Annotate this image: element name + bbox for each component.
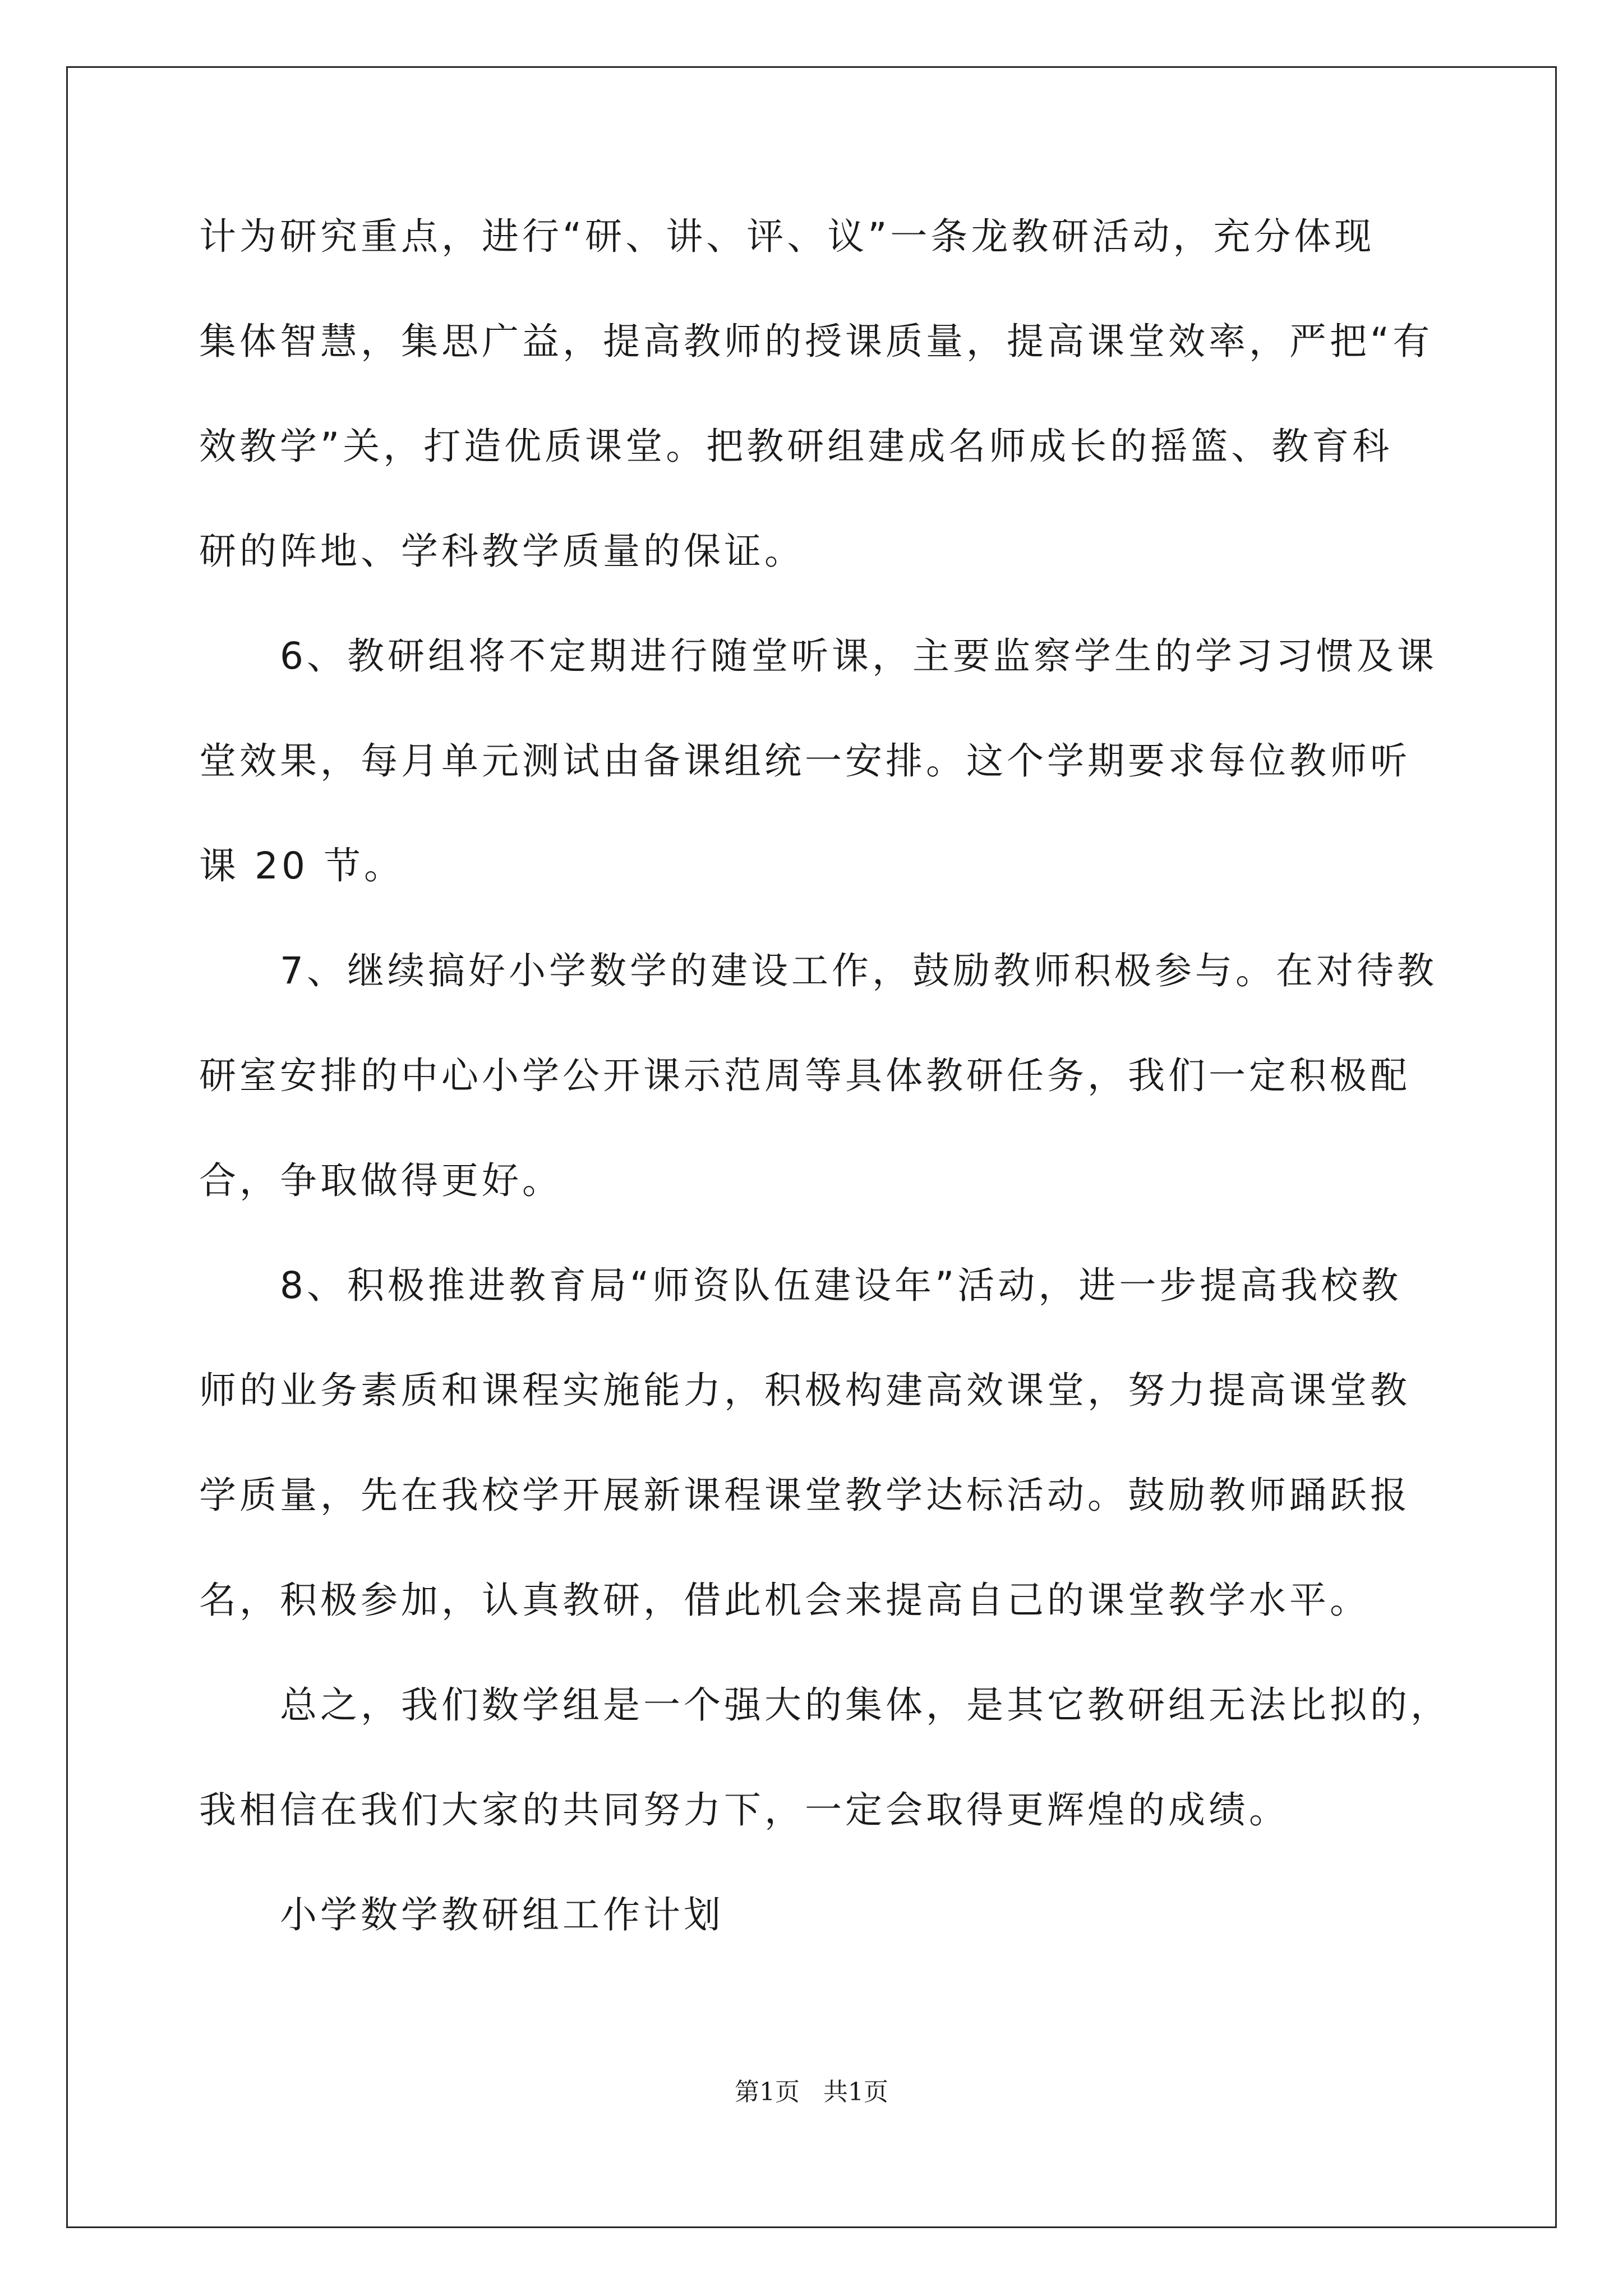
text-line: 学质量，先在我校学开展新课程课堂教学达标活动。鼓励教师踊跃报 [199, 1474, 1410, 1517]
text-line: 6、教研组将不定期进行随堂听课，主要监察学生的学习习惯及课 [280, 634, 1437, 678]
text-line: 总之，我们数学组是一个强大的集体，是其它教研组无法比拟的， [280, 1683, 1451, 1727]
document-title-line: 小学数学教研组工作计划 [280, 1893, 724, 1936]
text-line: 效教学”关，打造优质课堂。把教研组建成名师成长的摇篮、教育科 [199, 425, 1393, 468]
text-line: 计为研究重点，进行“研、讲、评、议”一条龙教研活动，充分体现 [199, 215, 1375, 258]
text-line: 名，积极参加，认真教研，借此机会来提高自己的课堂教学水平。 [199, 1579, 1370, 1622]
text-line: 合，争取做得更好。 [199, 1159, 562, 1202]
text-line: 课 20 节。 [199, 844, 404, 887]
text-line: 研室安排的中心小学公开课示范周等具体教研任务，我们一定积极配 [199, 1054, 1410, 1097]
text-line: 师的业务素质和课程实施能力，积极构建高效课堂，努力提高课堂教 [199, 1369, 1410, 1412]
document-body [199, 210, 1451, 1941]
text-line: 堂效果，每月单元测试由备课组统一安排。这个学期要求每位教师听 [199, 739, 1410, 783]
text-line: 7、继续搞好小学数学的建设工作，鼓励教师积极参与。在对待教 [280, 949, 1437, 992]
text-line: 集体智慧，集思广益，提高教师的授课质量，提高课堂效率，严把“有 [199, 320, 1433, 363]
text-line: 8、积极推进教育局“师资队伍建设年”活动，进一步提高我校教 [280, 1264, 1402, 1307]
text-line: 我相信在我们大家的共同努力下，一定会取得更辉煌的成绩。 [199, 1788, 1289, 1832]
page-count: 共1页 [823, 2078, 888, 2106]
text-line: 研的阵地、学科教学质量的保证。 [199, 530, 805, 573]
page-number: 第1页 [735, 2078, 800, 2106]
page-footer [0, 2076, 1623, 2109]
